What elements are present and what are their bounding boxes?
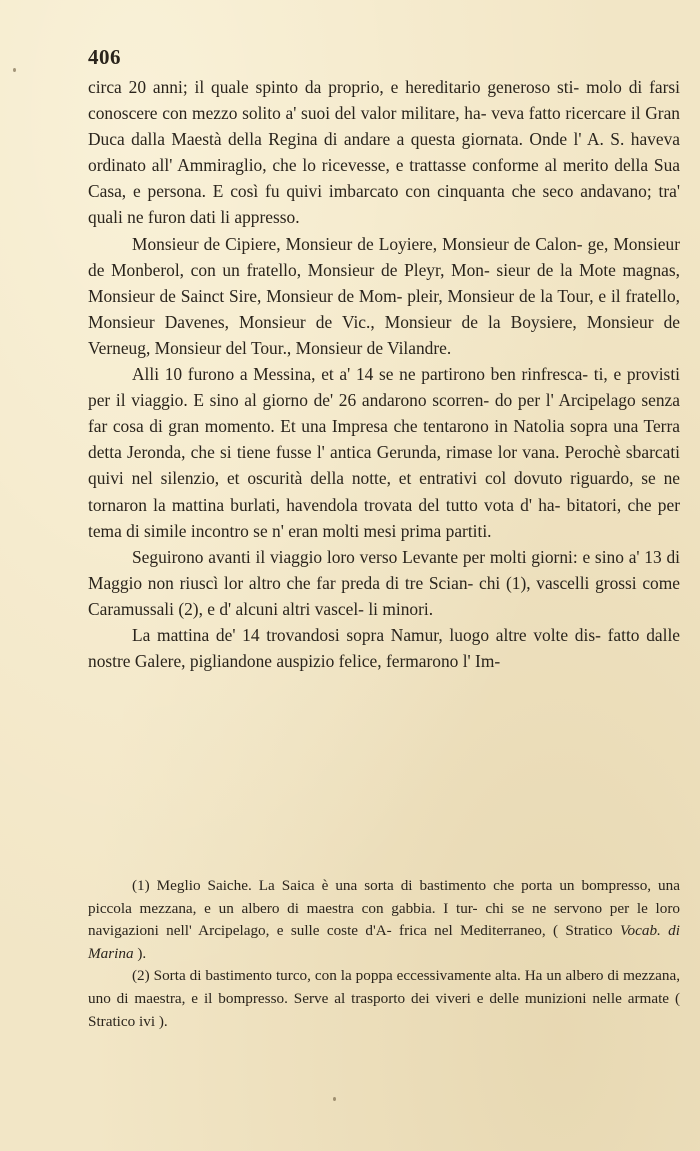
text-line: E così fu quivi imbarcato con cinquanta che seco andavano; tra' quali <box>88 181 681 228</box>
footnote-citation-italic: Vocab. di Marina <box>88 922 680 962</box>
footnote-line: frica nel Mediterraneo, ( Stratico <box>399 922 620 940</box>
footnote-line: dei viveri e delle munizioni nelle armate ( Stratico ivi ). <box>88 989 680 1030</box>
paragraph-continuation <box>88 74 680 231</box>
page-number: 406 <box>88 45 121 69</box>
footnote-line: chi se ne servono per le loro navigazioni nell' Arcipelago, e sulle coste d'A- <box>88 899 680 940</box>
text-line: bitatori, che per tema di simile incontro se n' eran molti mesi prima <box>88 494 681 541</box>
text-line: Alli 10 furono a Messina, et a' 14 se ne partirono ben rinfresca- <box>132 364 589 385</box>
footnote-2 <box>88 965 680 1033</box>
paper-speck-icon <box>13 68 16 72</box>
text-line: Tour., Monsieur de Vilandre. <box>250 337 452 358</box>
footnote-line: (1) Meglio Saiche. La Saica è una sorta di bastimento che porta un <box>132 877 575 894</box>
footnote-1 <box>88 875 680 965</box>
paragraph-namur <box>88 622 680 674</box>
paragraph-names <box>88 231 680 361</box>
text-line: a questa giornata. Onde l' A. S. haveva ordinato all' Ammiraglio, che <box>88 129 680 176</box>
paper-speck-icon <box>333 1097 336 1101</box>
text-line: e sino a' 13 di Maggio non riuscì lor altro che far preda di tre Scian- <box>88 546 680 593</box>
text-line: do per l' Arcipelago senza far cosa di gran momento. Et una Impresa <box>88 390 680 437</box>
text-line: lo ricevesse, e trattasse conforme al merito della Sua Casa, e persona. <box>88 155 680 202</box>
text-line: Monsieur de Cipiere, Monsieur de Loyiere, Monsieur de Calon- <box>132 233 583 254</box>
text-line: ne furon dati li appresso. <box>127 207 300 228</box>
text-line: pleir, Monsieur de la Tour, e il fratello, Monsieur Davenes, Monsieur <box>88 285 680 332</box>
text-line: fusse l' antica Gerunda, rimase lor vana. Perochè sbarcati quivi nel <box>88 442 680 489</box>
text-line: La mattina de' 14 trovandosi sopra Namur, luogo altre volte dis- <box>132 624 601 645</box>
text-line: silenzio, et oscurità della notte, et entrativi col dovuto riguardo, se <box>160 468 656 489</box>
footnotes <box>88 875 680 1033</box>
footnote-line-tail: ). <box>133 944 147 962</box>
footnote-line: (2) Sorta di bastimento turco, con la poppa eccessivamente alta. Ha <box>132 967 543 985</box>
body-text <box>88 74 680 674</box>
text-line: partiti. <box>445 520 492 541</box>
text-line: sieur de la Mote magnas, Monsieur de Sainct Sire, Monsieur de Mom- <box>88 259 681 306</box>
paragraph-messina <box>88 361 680 544</box>
paragraph-levante <box>88 544 680 622</box>
text-line: circa 20 anni; il quale spinto da proprio, e hereditario generoso sti- <box>88 77 580 97</box>
text-line: fatto dalle nostre Galere, pigliandone auspizio felice, fermarono l' Im- <box>88 624 680 672</box>
text-line: Seguirono avanti il viaggio loro verso Levante per molti giorni: <box>132 546 578 567</box>
footnote-line: bompresso, una piccola mezzana, e un albero di maestra con gabbia. I tur- <box>88 877 680 917</box>
text-line: che tentarono in Natolia sopra una Terra detta Jeronda, che si tiene <box>88 416 680 463</box>
footnote-line: un albero di mezzana, uno di maestra, e il bompresso. Serve al trasporto <box>88 967 681 1007</box>
text-line: de Vic., Monsieur de la Boysiere, Monsieur de Verneug, Monsieur del <box>88 311 680 358</box>
text-line: ti, e provisti per il viaggio. E sino al giorno de' 26 andarono scorren- <box>88 364 680 411</box>
text-line: li minori. <box>368 598 434 619</box>
text-line: molo di farsi conoscere con mezzo solito a' suoi del valor militare, ha- <box>88 77 680 124</box>
text-line: ne tornaron la mattina burlati, havendola trovata del tutto vota d' ha- <box>88 468 681 515</box>
page-content <box>88 44 680 674</box>
text-line: chi (1), vascelli grossi come Caramussali (2), e d' alcuni altri vascel- <box>88 572 680 619</box>
text-line: veva fatto ricercare il Gran Duca dalla Maestà della Regina di andare <box>88 103 680 150</box>
text-line: ge, Monsieur de Monberol, con un fratello, Monsieur de Pleyr, Mon- <box>88 233 680 280</box>
